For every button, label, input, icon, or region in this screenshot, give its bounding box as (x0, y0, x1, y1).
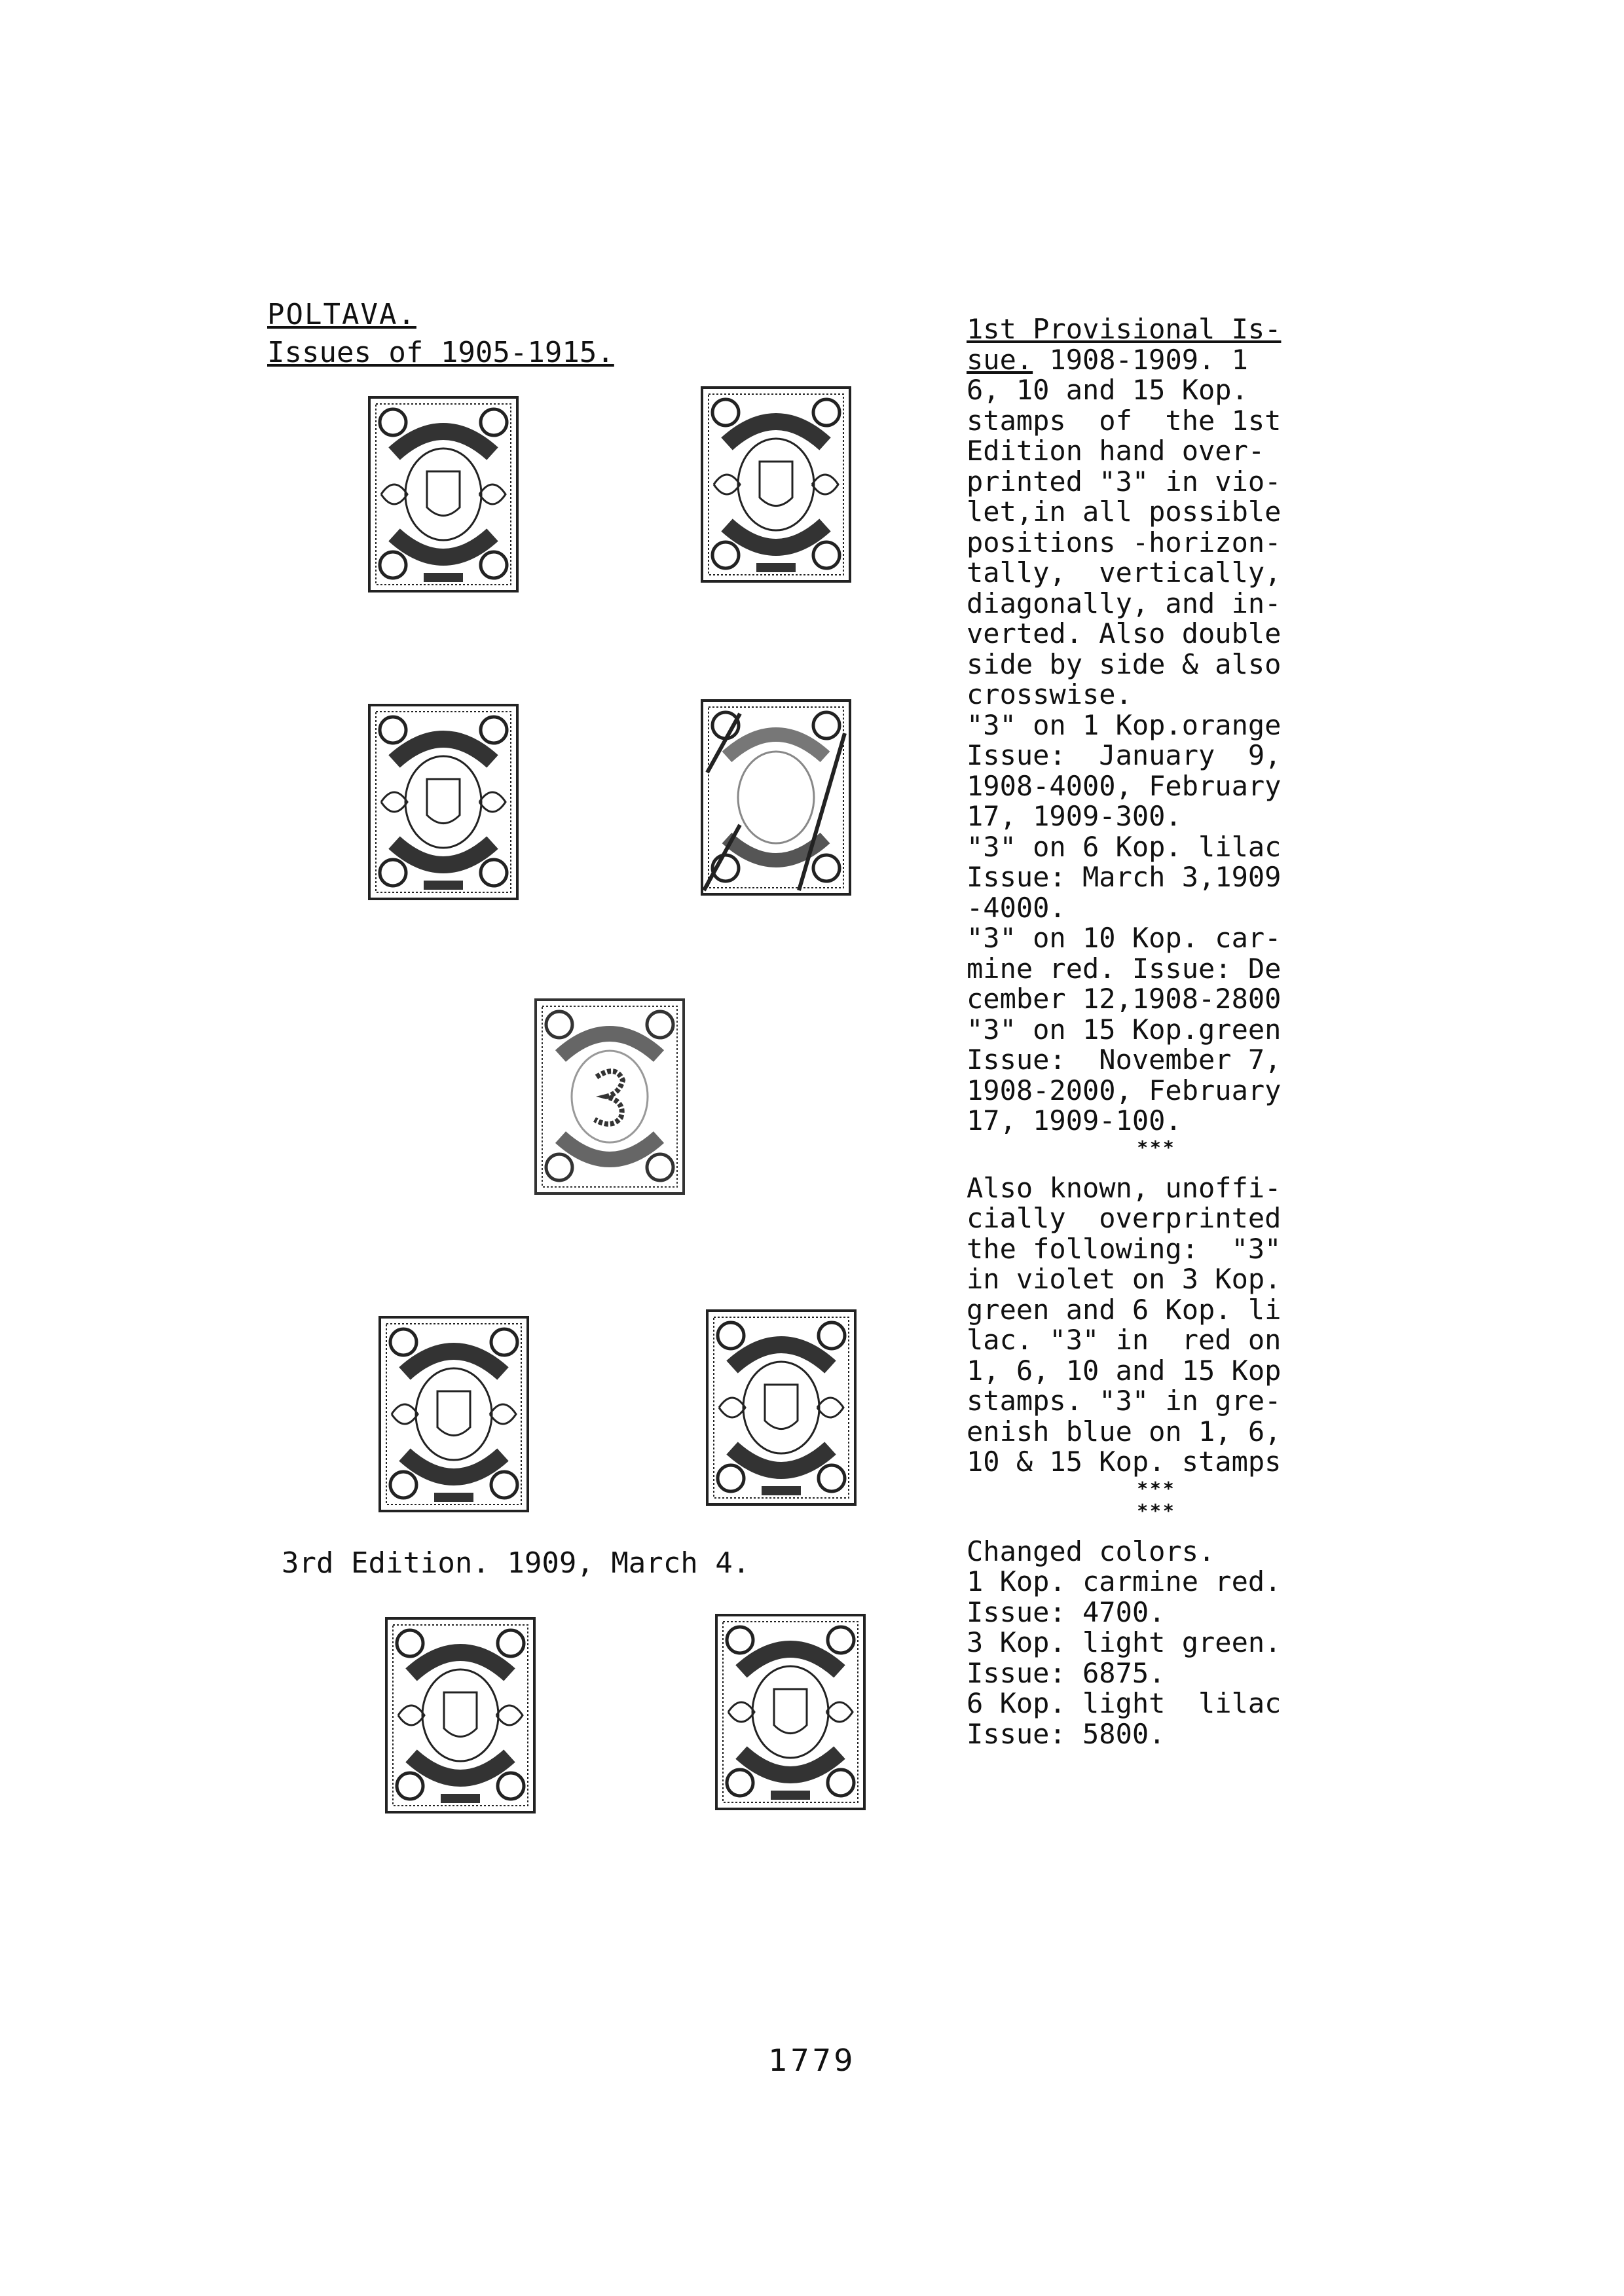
stamp-art (369, 705, 517, 899)
text-line: Issue: November 7, (967, 1044, 1282, 1076)
text-line: 17, 1909-100. (967, 1104, 1182, 1137)
stamp-image-4-overprinted (701, 694, 851, 897)
stamp-drawing (715, 1614, 866, 1810)
text-line: 1908-2000, February (967, 1074, 1282, 1106)
text-line: 6 Kop. light lilac (967, 1687, 1282, 1719)
stamp-image-8 (385, 1617, 536, 1813)
text-line: Also known, unoffi- (967, 1171, 1282, 1204)
separator-stars: *** (1137, 1477, 1176, 1499)
heading-subtitle: Issues of 1905-1915. (267, 336, 614, 369)
provisional-title: 1st Provisional Is- (967, 313, 1282, 345)
text-line: "3" on 6 Kop. lilac (967, 830, 1282, 863)
unofficial-body (967, 1173, 1346, 1478)
text-line: crosswise. (967, 678, 1132, 710)
stamp-art (536, 1000, 684, 1194)
right-column (967, 314, 1346, 1749)
text-line: Issue: March 3,1909 (967, 861, 1282, 893)
third-edition-caption: 3rd Edition. 1909, March 4. (282, 1546, 750, 1580)
provisional-dates: 1908-1909. 1 (1033, 343, 1248, 376)
text-line: diagonally, and in- (967, 587, 1282, 619)
stamp-art (716, 1615, 864, 1809)
text-line: Issue: January 9, (967, 739, 1282, 771)
stamp-art (702, 701, 850, 894)
stamp-art (702, 388, 850, 581)
text-line: tally, vertically, (967, 556, 1282, 589)
stamp-art (369, 397, 517, 591)
text-line: Edition hand over- (967, 435, 1265, 467)
text-line: 1 Kop. carmine red. (967, 1565, 1282, 1597)
text-line: positions -horizon- (967, 526, 1282, 558)
text-line: cember 12,1908-2800 (967, 983, 1282, 1015)
text-line: the following: "3" (967, 1232, 1282, 1265)
text-line: "3" on 1 Kop.orange (967, 708, 1282, 741)
heading-title: POLTAVA. (267, 298, 416, 331)
text-line: printed "3" in vio- (967, 465, 1282, 498)
provisional-title-2: sue. (967, 343, 1033, 376)
stamp-drawing (534, 998, 685, 1195)
text-line: in violet on 3 Kop. (967, 1263, 1282, 1295)
provisional-title-line (967, 314, 1346, 345)
stamp-image-9 (715, 1614, 866, 1810)
stamp-art (380, 1317, 528, 1511)
stamp-image-6 (378, 1316, 529, 1512)
text-line: -4000. (967, 891, 1066, 924)
stamp-image-2 (701, 386, 851, 583)
stamp-image-3 (368, 704, 519, 900)
stamp-image-5-overprinted (534, 998, 685, 1195)
stamp-drawing (378, 1316, 529, 1512)
text-line: 1908-4000, February (967, 769, 1282, 802)
text-line: stamps. "3" in gre- (967, 1385, 1282, 1417)
page-heading (267, 296, 614, 372)
text-line: cially overprinted (967, 1202, 1282, 1234)
text-line: "3" on 15 Kop.green (967, 1013, 1282, 1046)
text-line: enish blue on 1, 6, (967, 1415, 1282, 1448)
stamp-drawing (368, 396, 519, 592)
text-line: Changed colors. (967, 1535, 1215, 1567)
text-line: Issue: 5800. (967, 1717, 1166, 1750)
text-line: side by side & also (967, 647, 1282, 680)
stamp-art (386, 1618, 534, 1812)
page-number: 1779 (768, 2043, 856, 2078)
stamp-image-1 (368, 396, 519, 592)
separator-stars: *** (1137, 1499, 1176, 1522)
text-line: verted. Also double (967, 617, 1282, 649)
text-line: lac. "3" in red on (967, 1324, 1282, 1356)
text-line: mine red. Issue: De (967, 952, 1282, 985)
provisional-body (967, 375, 1346, 1137)
stamp-image-7 (706, 1309, 857, 1506)
text-line: Issue: 4700. (967, 1595, 1166, 1628)
text-line: 3 Kop. light green. (967, 1626, 1282, 1658)
text-line: 10 & 15 Kop. stamps (967, 1446, 1282, 1478)
stamp-drawing (706, 1309, 857, 1506)
provisional-title-line-2 (967, 345, 1346, 376)
text-line: Issue: 6875. (967, 1656, 1166, 1689)
stamp-drawing (368, 704, 519, 900)
stamp-drawing (701, 694, 851, 897)
stamp-drawing (385, 1617, 536, 1813)
separator-stars: *** (1137, 1136, 1176, 1158)
stamp-art (707, 1311, 855, 1504)
text-line: 1, 6, 10 and 15 Kop (967, 1354, 1282, 1387)
text-line: 17, 1909-300. (967, 800, 1182, 832)
text-line: 6, 10 and 15 Kop. (967, 374, 1248, 406)
text-line: stamps of the 1st (967, 404, 1282, 437)
text-line: "3" on 10 Kop. car- (967, 922, 1282, 954)
text-line: green and 6 Kop. li (967, 1293, 1282, 1326)
stamp-drawing (701, 386, 851, 583)
changed-colors-body (967, 1537, 1346, 1750)
text-line: let,in all possible (967, 496, 1282, 528)
